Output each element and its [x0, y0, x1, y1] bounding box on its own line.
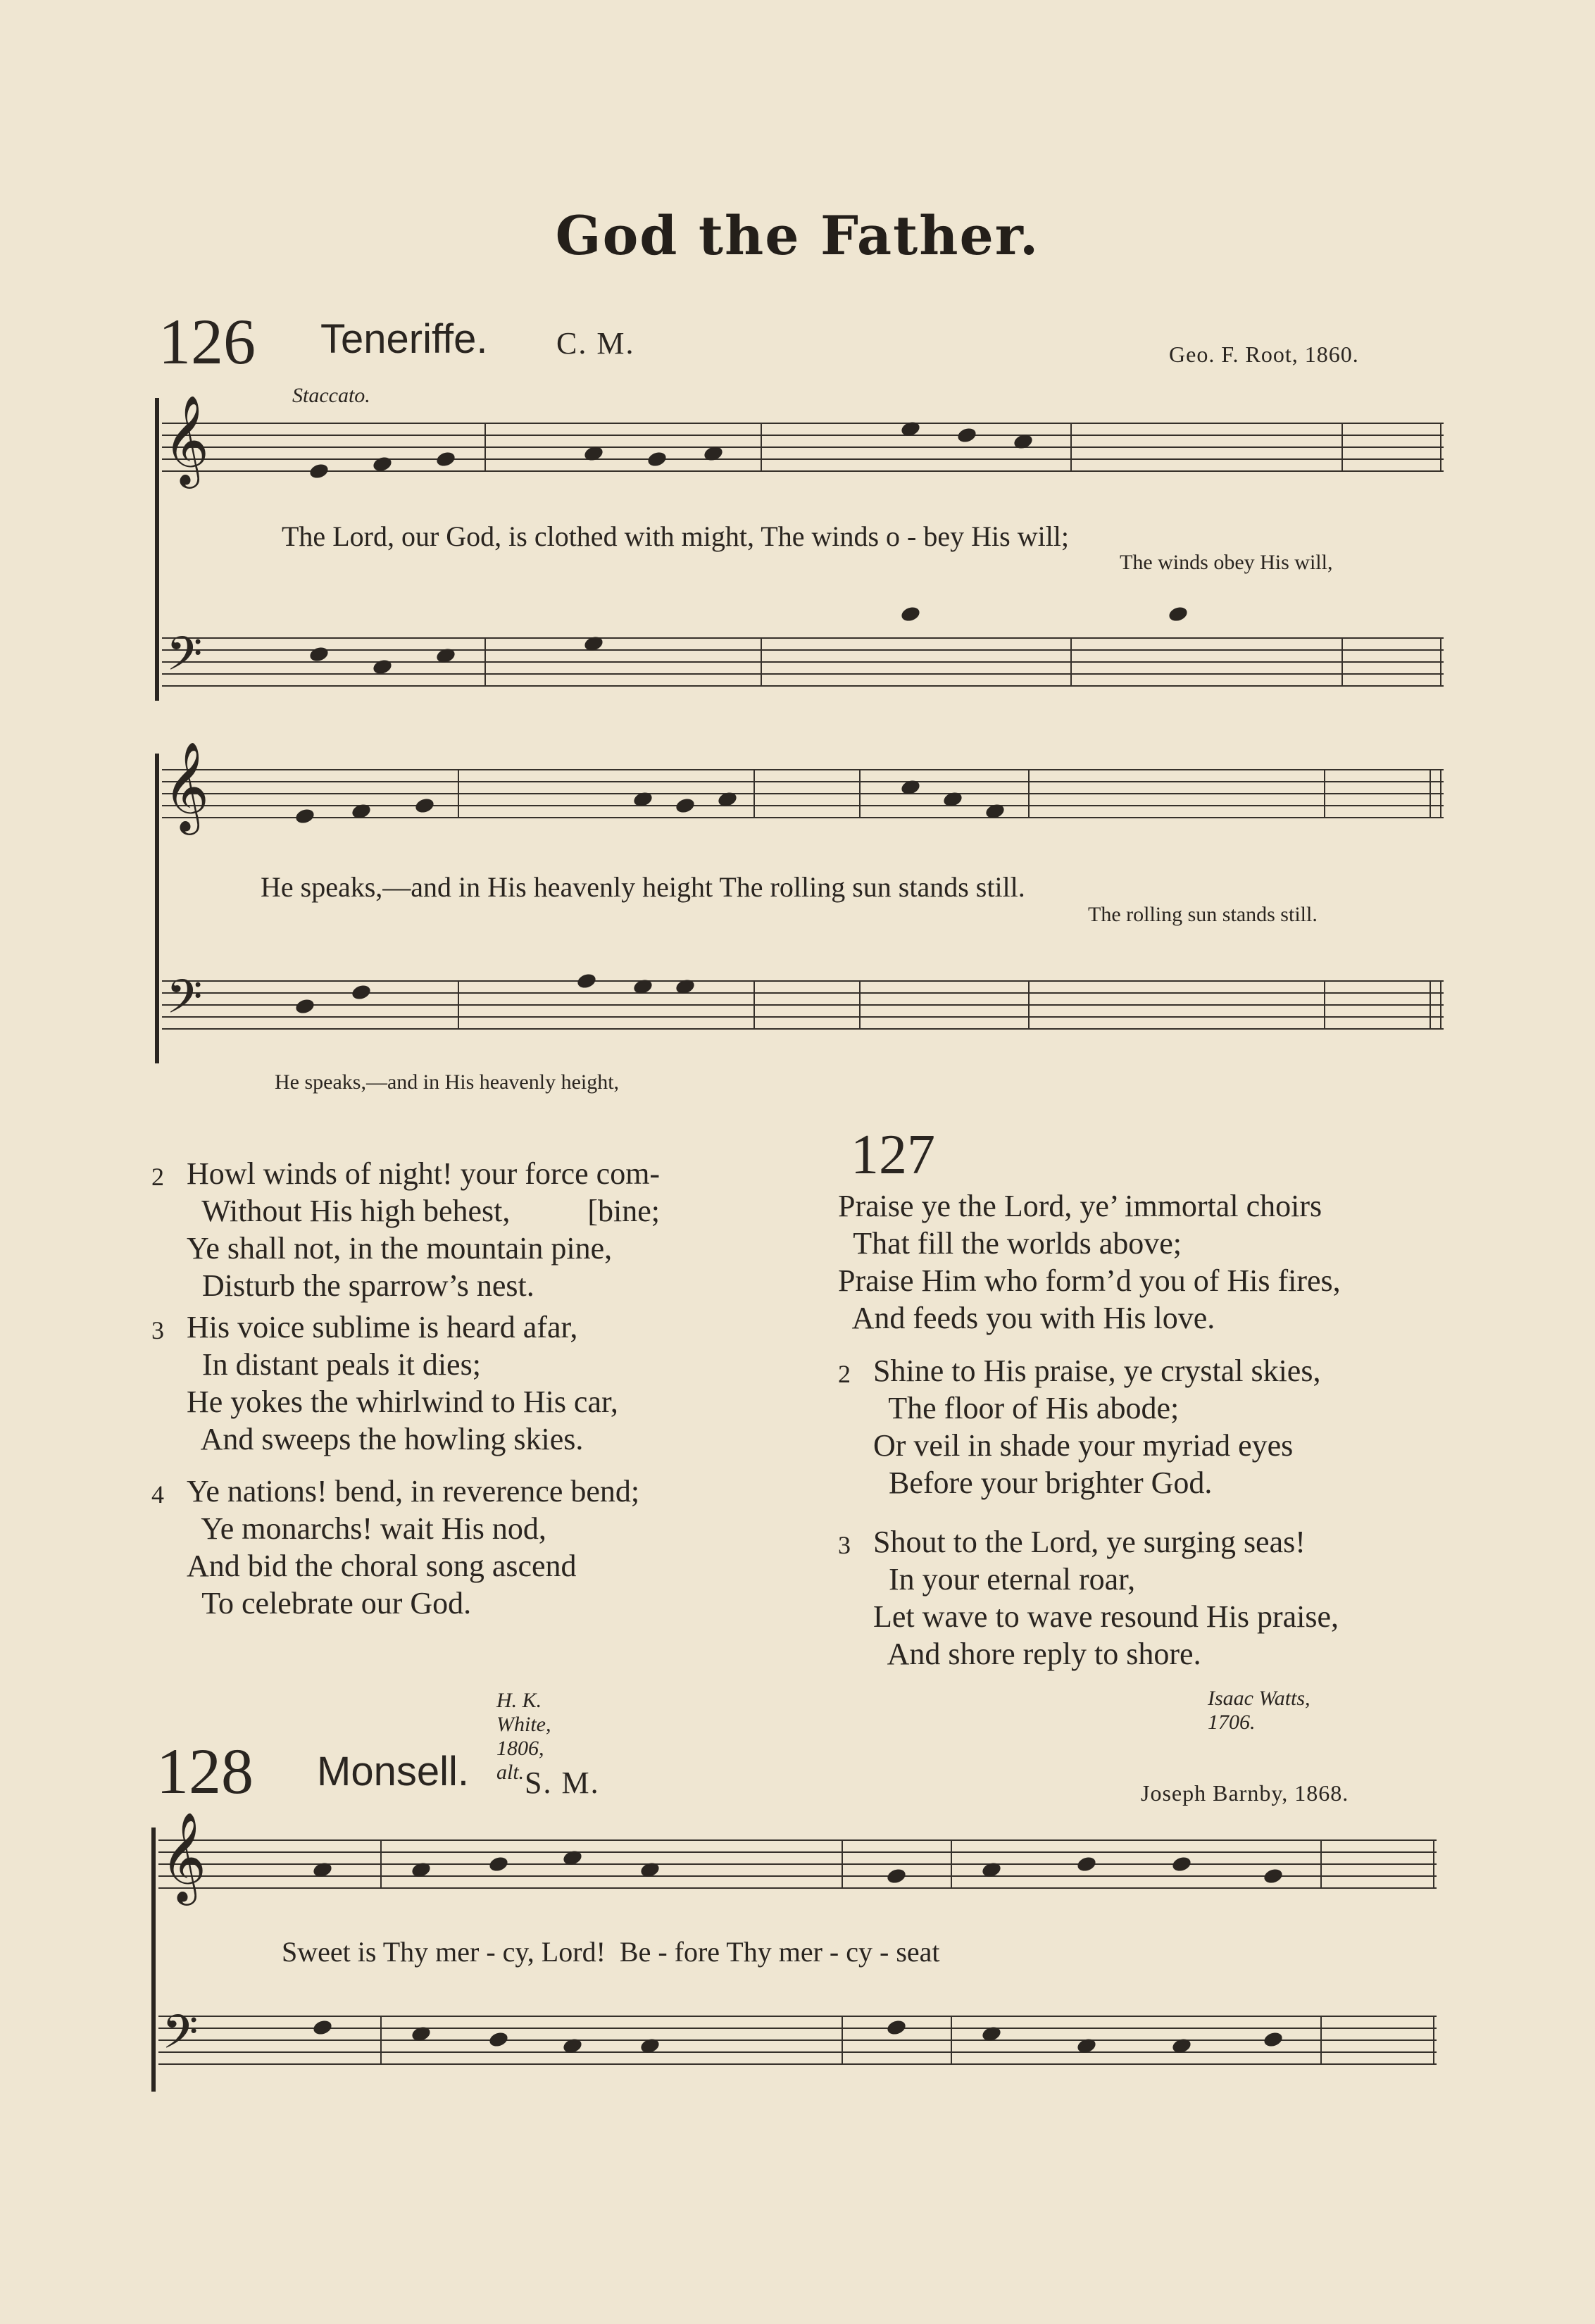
- hymn-127-verse-1: Praise ye the Lord, ye’ immortal choirs That fill the worlds above; Praise Him who form’d you of His fires, And feeds you with His love.: [838, 1189, 1341, 1335]
- system-brace: [151, 1828, 156, 2092]
- treble-clef-icon: 𝄞: [163, 741, 210, 831]
- hymn-126-composer: Geo. F. Root, 1860.: [1169, 342, 1359, 367]
- hymn-126-tune: Teneriffe.: [320, 316, 488, 362]
- hymn-126-lyrics-line-1-echo: The winds obey His will,: [1120, 551, 1333, 574]
- treble-clef-icon: 𝄞: [161, 1811, 207, 1901]
- hymn-128-composer: Joseph Barnby, 1868.: [1141, 1780, 1349, 1806]
- system-brace: [155, 754, 159, 1063]
- verse-number: 4: [151, 1480, 164, 1508]
- hymn-126-attribution: H. K. White, 1806, alt.: [496, 1689, 551, 1784]
- treble-clef-icon: 𝄞: [163, 394, 210, 485]
- hymn-126-bass-lyric: He speaks,—and in His heavenly height,: [275, 1070, 620, 1094]
- hymn-126-verse-2: Howl winds of night! your force com- Without His high behest, [bine; Ye shall not, in the mountain pine, Disturb the sparrow’s nest.: [187, 1156, 661, 1303]
- bass-clef-icon: 𝄢: [162, 2005, 199, 2070]
- hymn-128-lyrics: Sweet is Thy mer - cy, Lord! Be - fore Thy mer - cy - seat: [282, 1936, 940, 1968]
- verse-number: 3: [151, 1316, 164, 1344]
- hymn-126-lyrics-line-2-echo: The rolling sun stands still.: [1088, 903, 1318, 926]
- hymn-126-meter: C. M.: [556, 326, 635, 361]
- verse-number: 2: [838, 1360, 851, 1388]
- system-brace: [155, 398, 159, 701]
- hymn-128-meter: S. M.: [525, 1766, 600, 1800]
- verse-number: 2: [151, 1163, 164, 1191]
- hymn-126-lyrics-line-1: The Lord, our God, is clothed with might, The winds o - bey His will;: [282, 520, 1070, 552]
- hymn-127-attribution: Isaac Watts, 1706.: [1208, 1687, 1311, 1734]
- hymn-126-verse-3: His voice sublime is heard afar, In distant peals it dies; He yokes the whirlwind to His car, And sweeps the howling skies.: [187, 1310, 618, 1456]
- hymn-126-verse-4: Ye nations! bend, in reverence bend; Ye monarchs! wait His nod, And bid the choral song ascend To celebrate our God.: [187, 1474, 640, 1620]
- hymn-126-lyrics-line-2: He speaks,—and in His heavenly height The rolling sun stands still.: [261, 871, 1025, 903]
- hymn-127-verse-3: Shout to the Lord, ye surging seas! In your eternal roar, Let wave to wave resound His praise, And shore reply to shore.: [873, 1525, 1339, 1671]
- hymn-127-verse-2: Shine to His praise, ye crystal skies, The floor of His abode; Or veil in shade your myriad eyes Before your brighter God.: [873, 1354, 1321, 1500]
- hymn-127: [838, 1123, 1341, 1734]
- bass-clef-icon: 𝄢: [166, 970, 203, 1035]
- section-title: God the Father.: [555, 204, 1040, 267]
- hymn-126-number: 126: [158, 306, 256, 377]
- tempo-marking: Staccato.: [292, 384, 370, 407]
- hymn-127-number: 127: [851, 1124, 935, 1186]
- bass-clef-icon: 𝄢: [166, 627, 203, 692]
- hymn-128-tune: Monsell.: [317, 1749, 469, 1794]
- hymn-128-number: 128: [156, 1735, 254, 1807]
- verse-number: 3: [838, 1531, 851, 1559]
